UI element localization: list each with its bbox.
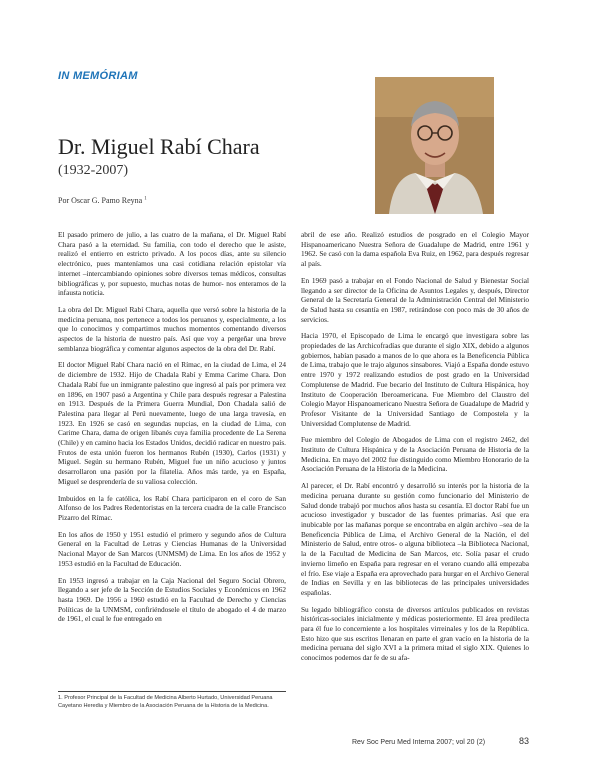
body-paragraph: Al parecer, el Dr. Rabí encontró y desarrolló su interés por la historia de la medicina peruana durante su gestión como funcionario del Ministerio de Salud donde trabajó por muchos años hasta su cesantía. El doctor Rabí fue un acucioso investigador y buscador de las fuentes primarias. Así que era inubicable por las mañanas porque se encontraba en algún archivo –sea de la Beneficencia Pública de Lima, el Archivo General de la Nación, el del Ministerio de Salud, entre otros- o alguna biblioteca –la Biblioteca Nacional, la de la Facultad de Medicina de San Marcos, etc. Solía pasar el crudo invierno limeño en España para regresar en el verano cuando allá empezaba el frío. Ese viaje a España era aprovechado para hurgar en el Archivo General de Indias en Sevilla y en las bibliotecas de las principales universidades españolas. bbox=[301, 481, 529, 597]
author-footnote-mark: 1 bbox=[144, 196, 147, 202]
section-label: IN MEMÓRIAM bbox=[58, 70, 138, 82]
author-name: Por Oscar G. Pamo Reyna bbox=[58, 196, 143, 205]
body-paragraph: abril de ese año. Realizó estudios de posgrado en el Colegio Mayor Hispanoamericano Nuestra Señora de Guadalupe de Madrid, entre 1961 y 1962. Se casó con la dama española Eva Ruiz, en 1962, para después regresar al país. bbox=[301, 230, 529, 269]
right-column bbox=[301, 230, 529, 670]
body-paragraph: En 1969 pasó a trabajar en el Fondo Nacional de Salud y Bienestar Social llegando a ser director de la Oficina de Asuntos Legales y, después, Director General de la Secretaría General de la Administración Central del Ministerio de Salud hasta su cesantía en 1987, retirándose con poco más de 30 años de servicios. bbox=[301, 275, 529, 324]
page-number: 83 bbox=[519, 736, 530, 746]
journal-reference: Rev Soc Peru Med Interna 2007; vol 20 (2) bbox=[352, 739, 486, 746]
body-paragraph: Su legado bibliográfico consta de diversos artículos publicados en revistas históricas-sociales inicialmente y médicas posteriormente. El área predilecta para él fue lo concerniente a los hospitales virreinales y los de la República. Esto hizo que sus escritos llenaran en parte el gran vacío en la historia de la medicina peruana del siglo XVI a la primera mitad el siglo XIX. Quienes lo conocimos podemos dar fe de su afa- bbox=[301, 604, 529, 663]
article-title: Dr. Miguel Rabí Chara bbox=[58, 134, 260, 159]
left-column bbox=[58, 230, 286, 631]
author-line bbox=[58, 196, 147, 205]
body-paragraph: Imbuidos en la fe católica, los Rabí Chara participaron en el coro de San Alfonso de los Padres Redentoristas en la tercera cuadra de la calle Francisco Pizarro del Rímac. bbox=[58, 493, 286, 522]
body-paragraph: El doctor Miguel Rabí Chara nació en el Rímac, en la ciudad de Lima, el 24 de diciembre de 1932. Hijo de Chadala Rabí y Emma Carime Chara. Don Chadala Rabí fue un inmigrante palestino que ingresó al país por primera vez en 1896, en 1907 pasó a Argentina y Chile para después regresar a Palestina en 1913. Después de la Primera Guerra Mundial, Don Chadala salió de Palestina para llegar al Perú nuevamente, luego de una larga travesía, en 1923. En 1926 se casó en segundas nupcias, en la ciudad de Lima, con Carime Chara, dama de origen libanés cuya familia procedente de La Serena (Chile) y en camino hacia los Estados Unidos, decidió radicar en nuestro país. Frutos de esta unión fueron los hermanos Rubén (1930), Carlos (1931) y Miguel. Según su hermano Rubén, Miguel fue un niño acucioso y juntos desarrollaron una pasión por la filatelia. Años más tarde, ya en España, Miguel se desprendería de su valiosa colección. bbox=[58, 360, 286, 486]
portrait-illustration bbox=[375, 77, 494, 214]
body-paragraph: La obra del Dr. Miguel Rabí Chara, aquella que versó sobre la historia de la medicina peruana, nos pertenece a todos los peruanos y, especialmente, a los que lo conocimos y compartimos muchos momentos comentando diversos aspectos de la historia de nuestro país. Así que voy a pergeñar una breve semblanza biográfica y comentar algunos aspectos de la obra del Dr. Rabí. bbox=[58, 304, 286, 353]
footnote-divider bbox=[58, 691, 286, 692]
article-years: (1932-2007) bbox=[58, 163, 128, 178]
body-paragraph: Hacia 1970, el Episcopado de Lima le encargó que investigara sobre las propiedades de las Archicofradías que durante el siglo XIX, debido a algunos gobiernos, habían pasado a manos de lo que ahora es la Beneficencia Pública de Lima, trabajo que le trajo algunos sinsabores. Viajó a España donde estuvo entre 1970 y 1972 realizando estudios de post grado en la Universidad Complutense de Madrid. Fue becario del Instituto de Cultura Hispánica, hoy Instituto de Cooperación Iberoamericana. Fue Miembro del Claustro del Colegio Mayor Hispanoamericano Nuestra Señora de Guadalupe de Madrid y Profesor Visitante de la Universidad Santiago de Compostela y la Universidad Complutense de Madrid. bbox=[301, 331, 529, 428]
portrait-photo bbox=[375, 77, 494, 214]
footnote: 1. Profesor Principal de la Facultad de Medicina Alberto Hurtado, Universidad Peruana Cayetano Heredia y Miembro de la Asociación Peruana de la Historia de la Medicina. bbox=[58, 695, 273, 709]
body-paragraph: El pasado primero de julio, a las cuatro de la mañana, el Dr. Miguel Rabí Chara pasó a la eternidad. Su familia, con todo el derecho que le asiste, realizó el entierro en estricto privado. A los pocos días, ante su silencio electrónico, pues manteníamos una casi cotidiana relación epistolar vía internet –intercambiando opiniones sobre diversos temas médicos, consultas bibliográficas y, por supuesto, muchas notas de humor- nos enteramos de la infausta noticia. bbox=[58, 230, 286, 298]
body-paragraph: Fue miembro del Colegio de Abogados de Lima con el registro 2462, del Instituto de Cultura Hispánica y de la Asociación Peruana de Historia de la Medicina. En mayo del 2002 fue distinguido como Miembro Honorario de la Asociación Peruana de la Historia de la Medicina. bbox=[301, 435, 529, 474]
body-paragraph: En los años de 1950 y 1951 estudió el primero y segundo años de Cultura General en la Facultad de Letras y Ciencias Humanas de la Universidad Nacional Mayor de San Marcos (UNMSM) de Lima. En los años de 1952 y 1953 estudió en la Facultad de Educación. bbox=[58, 529, 286, 568]
body-paragraph: En 1953 ingresó a trabajar en la Caja Nacional del Seguro Social Obrero, llegando a ser jefe de la Sección de Estudios Sociales y Económicos en 1962 hasta 1969. De 1956 a 1960 estudió en la Facultad de Derecho y Ciencias Políticas de la UNMSM, confiriéndosele el título de abogado el 4 de marzo de 1961, el cual le fue entregado en bbox=[58, 575, 286, 624]
